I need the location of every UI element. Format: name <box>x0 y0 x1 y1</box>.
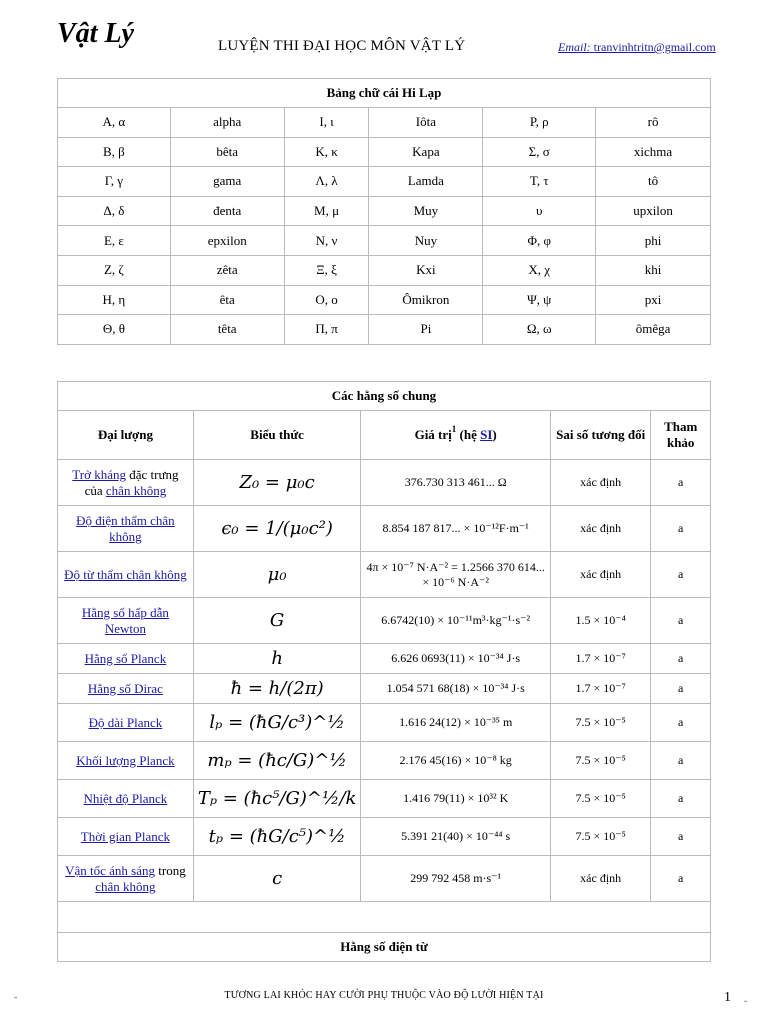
greek-name-cell: Iôta <box>369 108 483 138</box>
constant-row <box>58 644 711 674</box>
constant-value-cell: 6.6742(10) × 10⁻¹¹m³·kg⁻¹·s⁻² <box>361 598 551 644</box>
constant-expression-cell: ħ = h/(2π) <box>193 674 361 704</box>
constant-name-cell <box>58 780 194 818</box>
constant-ref-cell: a <box>651 644 711 674</box>
constant-uncertainty-cell: 7.5 × 10⁻⁵ <box>550 818 651 856</box>
constant-row <box>58 598 711 644</box>
si-link[interactable]: SI <box>480 427 493 442</box>
constant-value-cell: 299 792 458 m·s⁻¹ <box>361 856 551 902</box>
constant-uncertainty-cell: 1.5 × 10⁻⁴ <box>550 598 651 644</box>
greek-row <box>58 285 711 315</box>
constant-name-cell <box>58 704 194 742</box>
constant-value-cell: 6.626 0693(11) × 10⁻³⁴ J·s <box>361 644 551 674</box>
greek-row <box>58 137 711 167</box>
footer-motto: TƯƠNG LAI KHÓC HAY CƯỜI PHỤ THUỘC VÀO ĐỘ LƯỜI HIỆN TẠI <box>224 990 544 1001</box>
greek-letter-cell: Η, η <box>58 285 171 315</box>
constant-ref-cell: a <box>651 460 711 506</box>
greek-name-cell: tô <box>596 167 711 197</box>
constants-table-caption: Các hằng số chung <box>58 382 711 411</box>
header-center-title: LUYỆN THI ĐẠI HỌC MÔN VẬT LÝ <box>218 38 466 54</box>
constant-uncertainty-cell: xác định <box>550 552 651 598</box>
constant-name-cell <box>58 598 194 644</box>
greek-name-cell: xichma <box>596 137 711 167</box>
greek-letter-cell: Α, α <box>58 108 171 138</box>
greek-letter-cell: Μ, μ <box>284 196 369 226</box>
greek-name-cell: rô <box>596 108 711 138</box>
greek-name-cell: têta <box>170 315 284 345</box>
constant-name-link[interactable]: Nhiệt độ Planck <box>83 790 168 806</box>
page-mark-right: ˘ <box>744 1000 748 1011</box>
constant-uncertainty-cell: 7.5 × 10⁻⁵ <box>550 704 651 742</box>
constant-expression-cell: μ₀ <box>193 552 361 598</box>
constant-name-cell <box>58 674 194 704</box>
greek-name-cell: phi <box>596 226 711 256</box>
greek-name-cell: khi <box>596 255 711 285</box>
constant-expression-cell: h <box>193 644 361 674</box>
col-header-ref: Tham khảo <box>651 411 711 460</box>
constant-ref-cell: a <box>651 506 711 552</box>
greek-letter-cell: Ο, ο <box>284 285 369 315</box>
greek-name-cell: ômêga <box>596 315 711 345</box>
greek-letter-cell: Β, β <box>58 137 171 167</box>
constant-name-cell <box>58 818 194 856</box>
constant-ref-cell: a <box>651 780 711 818</box>
greek-name-cell: zêta <box>170 255 284 285</box>
constant-uncertainty-cell: xác định <box>550 506 651 552</box>
constant-row <box>58 674 711 704</box>
greek-row <box>58 255 711 285</box>
constant-name-link[interactable]: Độ dài Planck <box>88 714 163 730</box>
greek-letter-cell: Ν, ν <box>284 226 369 256</box>
greek-letter-cell: Ζ, ζ <box>58 255 171 285</box>
page-mark-left: ˘ <box>14 996 18 1007</box>
greek-letter-cell: Γ, γ <box>58 167 171 197</box>
constant-uncertainty-cell: 1.7 × 10⁻⁷ <box>550 644 651 674</box>
page-number: 1 <box>724 990 731 1005</box>
constant-name-link[interactable]: Độ điện thẩm chân không <box>76 512 175 544</box>
constant-name-link[interactable]: Khối lượng Planck <box>76 752 175 768</box>
constant-name-link[interactable]: Hằng số Dirac <box>87 680 163 696</box>
constant-expression-cell: mₚ = (ħc/G)^½ <box>193 742 361 780</box>
constant-value-cell: 1.416 79(11) × 10³² K <box>361 780 551 818</box>
constant-name-cell <box>58 460 194 506</box>
constant-row <box>58 552 711 598</box>
greek-letter-cell: υ <box>483 196 596 226</box>
constant-uncertainty-cell: 7.5 × 10⁻⁵ <box>550 742 651 780</box>
constant-name-link[interactable]: Độ từ thẩm chân không <box>64 566 187 582</box>
greek-name-cell: bêta <box>170 137 284 167</box>
constant-name-link[interactable]: Hằng số Planck <box>84 650 167 666</box>
constant-ref-cell: a <box>651 552 711 598</box>
greek-letter-cell: Κ, κ <box>284 137 369 167</box>
constant-name-link[interactable]: Thời gian Planck <box>80 828 170 844</box>
constant-row <box>58 818 711 856</box>
constant-value-cell: 2.176 45(16) × 10⁻⁸ kg <box>361 742 551 780</box>
greek-row <box>58 167 711 197</box>
constant-row <box>58 856 711 902</box>
greek-letter-cell: Ψ, ψ <box>483 285 596 315</box>
greek-row <box>58 226 711 256</box>
greek-letter-cell: Π, π <box>284 315 369 345</box>
greek-name-cell: pxi <box>596 285 711 315</box>
constant-ref-cell: a <box>651 818 711 856</box>
constant-name-text: trong <box>155 862 186 878</box>
greek-letter-cell: Τ, τ <box>483 167 596 197</box>
greek-name-cell: alpha <box>170 108 284 138</box>
constant-value-cell: 4π × 10⁻⁷ N·A⁻² = 1.2566 370 614... × 10⁻⁶ N·A⁻² <box>361 552 551 598</box>
greek-alphabet-table <box>57 78 711 345</box>
greek-letter-cell: Φ, φ <box>483 226 596 256</box>
constants-table <box>57 381 711 962</box>
greek-letter-cell: Ι, ι <box>284 108 369 138</box>
constant-ref-cell: a <box>651 856 711 902</box>
greek-row <box>58 196 711 226</box>
greek-letter-cell: Χ, χ <box>483 255 596 285</box>
constant-name-cell <box>58 552 194 598</box>
col-header-expression: Biểu thức <box>193 411 361 460</box>
constant-name-link[interactable]: Hằng số hấp dẫn Newton <box>81 604 169 636</box>
greek-row <box>58 108 711 138</box>
constant-name-cell <box>58 856 194 902</box>
constant-name-cell <box>58 644 194 674</box>
greek-name-cell: Kapa <box>369 137 483 167</box>
constant-row <box>58 780 711 818</box>
constant-ref-cell: a <box>651 742 711 780</box>
constant-row <box>58 506 711 552</box>
greek-name-cell: êta <box>170 285 284 315</box>
constant-ref-cell: a <box>651 704 711 742</box>
greek-letter-cell: Ξ, ξ <box>284 255 369 285</box>
greek-letter-cell: Ω, ω <box>483 315 596 345</box>
constant-expression-cell: Z₀ = μ₀c <box>193 460 361 506</box>
constant-expression-cell: ϵ₀ = 1/(μ₀c²) <box>193 506 361 552</box>
constant-row <box>58 460 711 506</box>
greek-letter-cell: Θ, θ <box>58 315 171 345</box>
constant-uncertainty-cell: xác định <box>550 856 651 902</box>
vacuum-link[interactable]: chân không <box>105 482 167 498</box>
greek-name-cell: epxilon <box>170 226 284 256</box>
constant-expression-cell: Tₚ = (ħc⁵/G)^½/k <box>193 780 361 818</box>
constant-row <box>58 704 711 742</box>
greek-name-cell: Muy <box>369 196 483 226</box>
greek-name-cell: Nuy <box>369 226 483 256</box>
col-header-quantity: Đại lượng <box>58 411 194 460</box>
constant-expression-cell: c <box>193 856 361 902</box>
email-address[interactable]: tranvinhtritn@gmail.com <box>593 40 716 54</box>
greek-name-cell: Pi <box>369 315 483 345</box>
greek-letter-cell: Σ, σ <box>483 137 596 167</box>
constant-value-cell: 1.616 24(12) × 10⁻³⁵ m <box>361 704 551 742</box>
constant-uncertainty-cell: xác định <box>550 460 651 506</box>
constant-row <box>58 742 711 780</box>
greek-letter-cell: Λ, λ <box>284 167 369 197</box>
greek-name-cell: đenta <box>170 196 284 226</box>
col-header-uncertainty: Sai số tương đối <box>550 411 651 460</box>
greek-table-caption: Bảng chữ cái Hi Lạp <box>58 79 711 108</box>
constant-value-cell: 1.054 571 68(18) × 10⁻³⁴ J·s <box>361 674 551 704</box>
constant-name-link[interactable]: Vận tốc ánh sáng <box>65 862 155 878</box>
blank-row <box>58 902 711 933</box>
greek-letter-cell: Ε, ε <box>58 226 171 256</box>
email-link[interactable] <box>558 40 716 55</box>
constant-name-cell <box>58 742 194 780</box>
constant-uncertainty-cell: 1.7 × 10⁻⁷ <box>550 674 651 704</box>
constant-name-text: đặc trưng của <box>84 466 179 498</box>
greek-name-cell: Kxi <box>369 255 483 285</box>
greek-name-cell: upxilon <box>596 196 711 226</box>
greek-letter-cell: Ρ, ρ <box>483 108 596 138</box>
constant-value-cell: 5.391 21(40) × 10⁻⁴⁴ s <box>361 818 551 856</box>
vacuum-link[interactable]: chân không <box>95 878 156 894</box>
constant-ref-cell: a <box>651 674 711 704</box>
constant-ref-cell: a <box>651 598 711 644</box>
constant-expression-cell: lₚ = (ħG/c³)^½ <box>193 704 361 742</box>
doc-title: Vật Lý <box>57 18 134 49</box>
constant-value-cell: 376.730 313 461... Ω <box>361 460 551 506</box>
email-label: Email: <box>558 40 591 54</box>
constant-expression-cell: G <box>193 598 361 644</box>
constant-name-link[interactable]: Trở kháng <box>72 466 126 482</box>
constant-value-cell: 8.854 187 817... × 10⁻¹²F·m⁻¹ <box>361 506 551 552</box>
greek-row <box>58 315 711 345</box>
constant-uncertainty-cell: 7.5 × 10⁻⁵ <box>550 780 651 818</box>
next-table-caption: Hằng số điện từ <box>58 933 711 962</box>
greek-name-cell: Ômikron <box>369 285 483 315</box>
greek-letter-cell: Δ, δ <box>58 196 171 226</box>
col-header-value: Giá trị$^1$ (hệ SI) <box>361 411 551 460</box>
greek-name-cell: gama <box>170 167 284 197</box>
constant-expression-cell: tₚ = (ħG/c⁵)^½ <box>193 818 361 856</box>
greek-name-cell: Lamda <box>369 167 483 197</box>
constant-name-cell <box>58 506 194 552</box>
